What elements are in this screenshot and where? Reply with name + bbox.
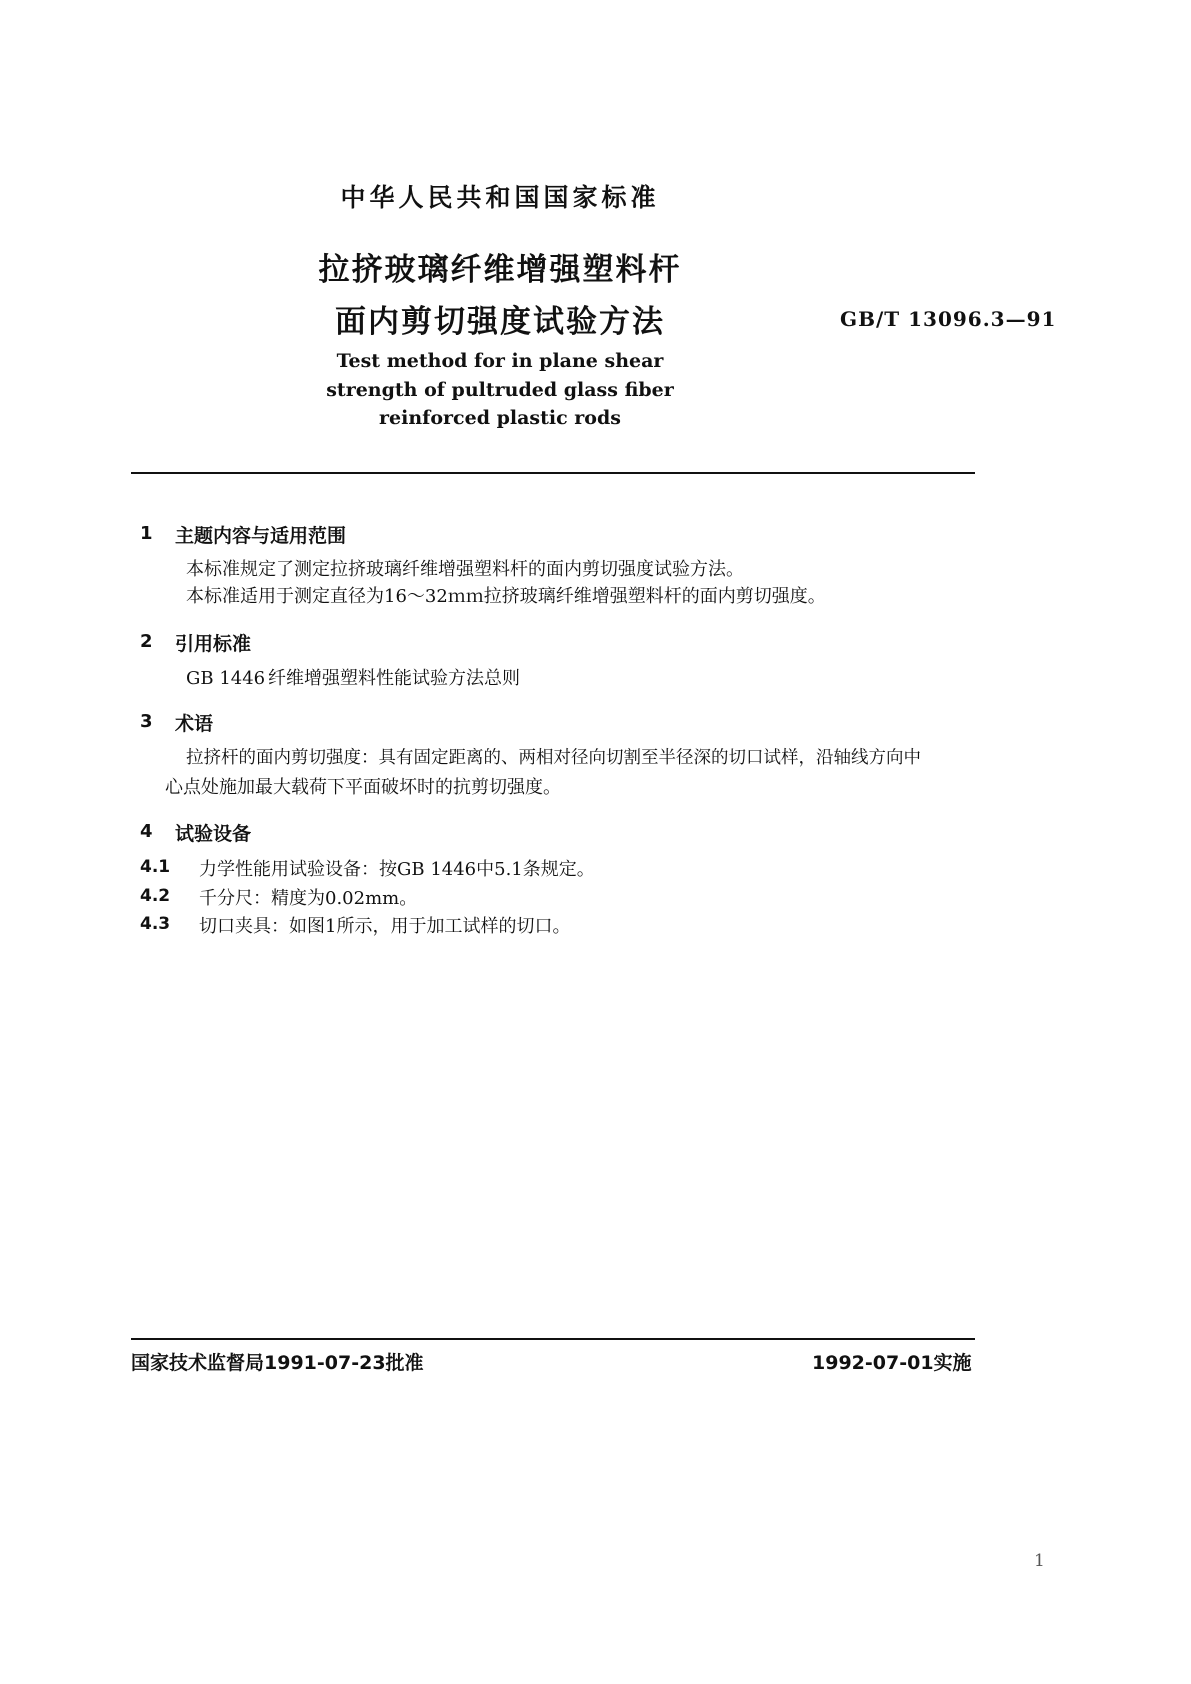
section-3-definition-line2: 心点处施加最大载荷下平面破坏时的抗剪切强度。 [165,777,561,798]
document-title-line1: 拉挤玻璃纤维增强塑料杆 [318,252,682,288]
section-2-title: 引用标准 [175,633,252,655]
english-title-line1: Test method for in plane shear [336,350,664,372]
standard-number: GB/T 13096.3—91 [840,307,1057,331]
item-4-2-number: 4.2 [140,886,171,906]
footer-divider [131,1338,975,1340]
document-title-line2: 面内剪切强度试验方法 [335,304,665,340]
country-standard-heading: 中华人民共和国国家标准 [340,183,660,212]
approval-date: 国家技术监督局1991-07-23批准 [131,1352,424,1374]
english-title-line2: strength of pultruded glass fiber [326,379,674,401]
item-4-1-number: 4.1 [140,857,171,877]
section-1-title: 主题内容与适用范围 [175,525,347,547]
page-number: 1 [1034,1551,1045,1571]
section-1-number: 1 [140,523,153,544]
item-4-3-text: 切口夹具：如图1所示，用于加工试样的切口。 [199,916,571,937]
reference-title: 纤维增强塑料性能试验方法总则 [268,668,520,689]
item-4-2-text: 千分尺：精度为0.02mm。 [199,888,418,909]
section-4-number: 4 [140,821,153,842]
reference-code: GB 1446 [186,668,266,689]
item-4-1-text: 力学性能用试验设备：按GB 1446中5.1条规定。 [199,859,595,880]
english-title-line3: reinforced plastic rods [379,407,621,429]
section-3-title: 术语 [175,713,214,735]
section-1-paragraph-1: 本标准规定了测定拉挤玻璃纤维增强塑料杆的面内剪切强度试验方法。 [186,559,744,580]
item-4-3-number: 4.3 [140,914,171,934]
header-divider [131,472,975,474]
implementation-date: 1992-07-01实施 [812,1352,972,1374]
section-4-title: 试验设备 [175,823,252,845]
section-3-definition-line1: 拉挤杆的面内剪切强度：具有固定距离的、两相对径向切割至半径深的切口试样，沿轴线方向中 [186,748,921,768]
section-1-paragraph-2: 本标准适用于测定直径为16～32ｍｍ拉挤玻璃纤维增强塑料杆的面内剪切强度。 [186,586,826,607]
section-2-number: 2 [140,631,153,652]
section-3-number: 3 [140,711,153,732]
